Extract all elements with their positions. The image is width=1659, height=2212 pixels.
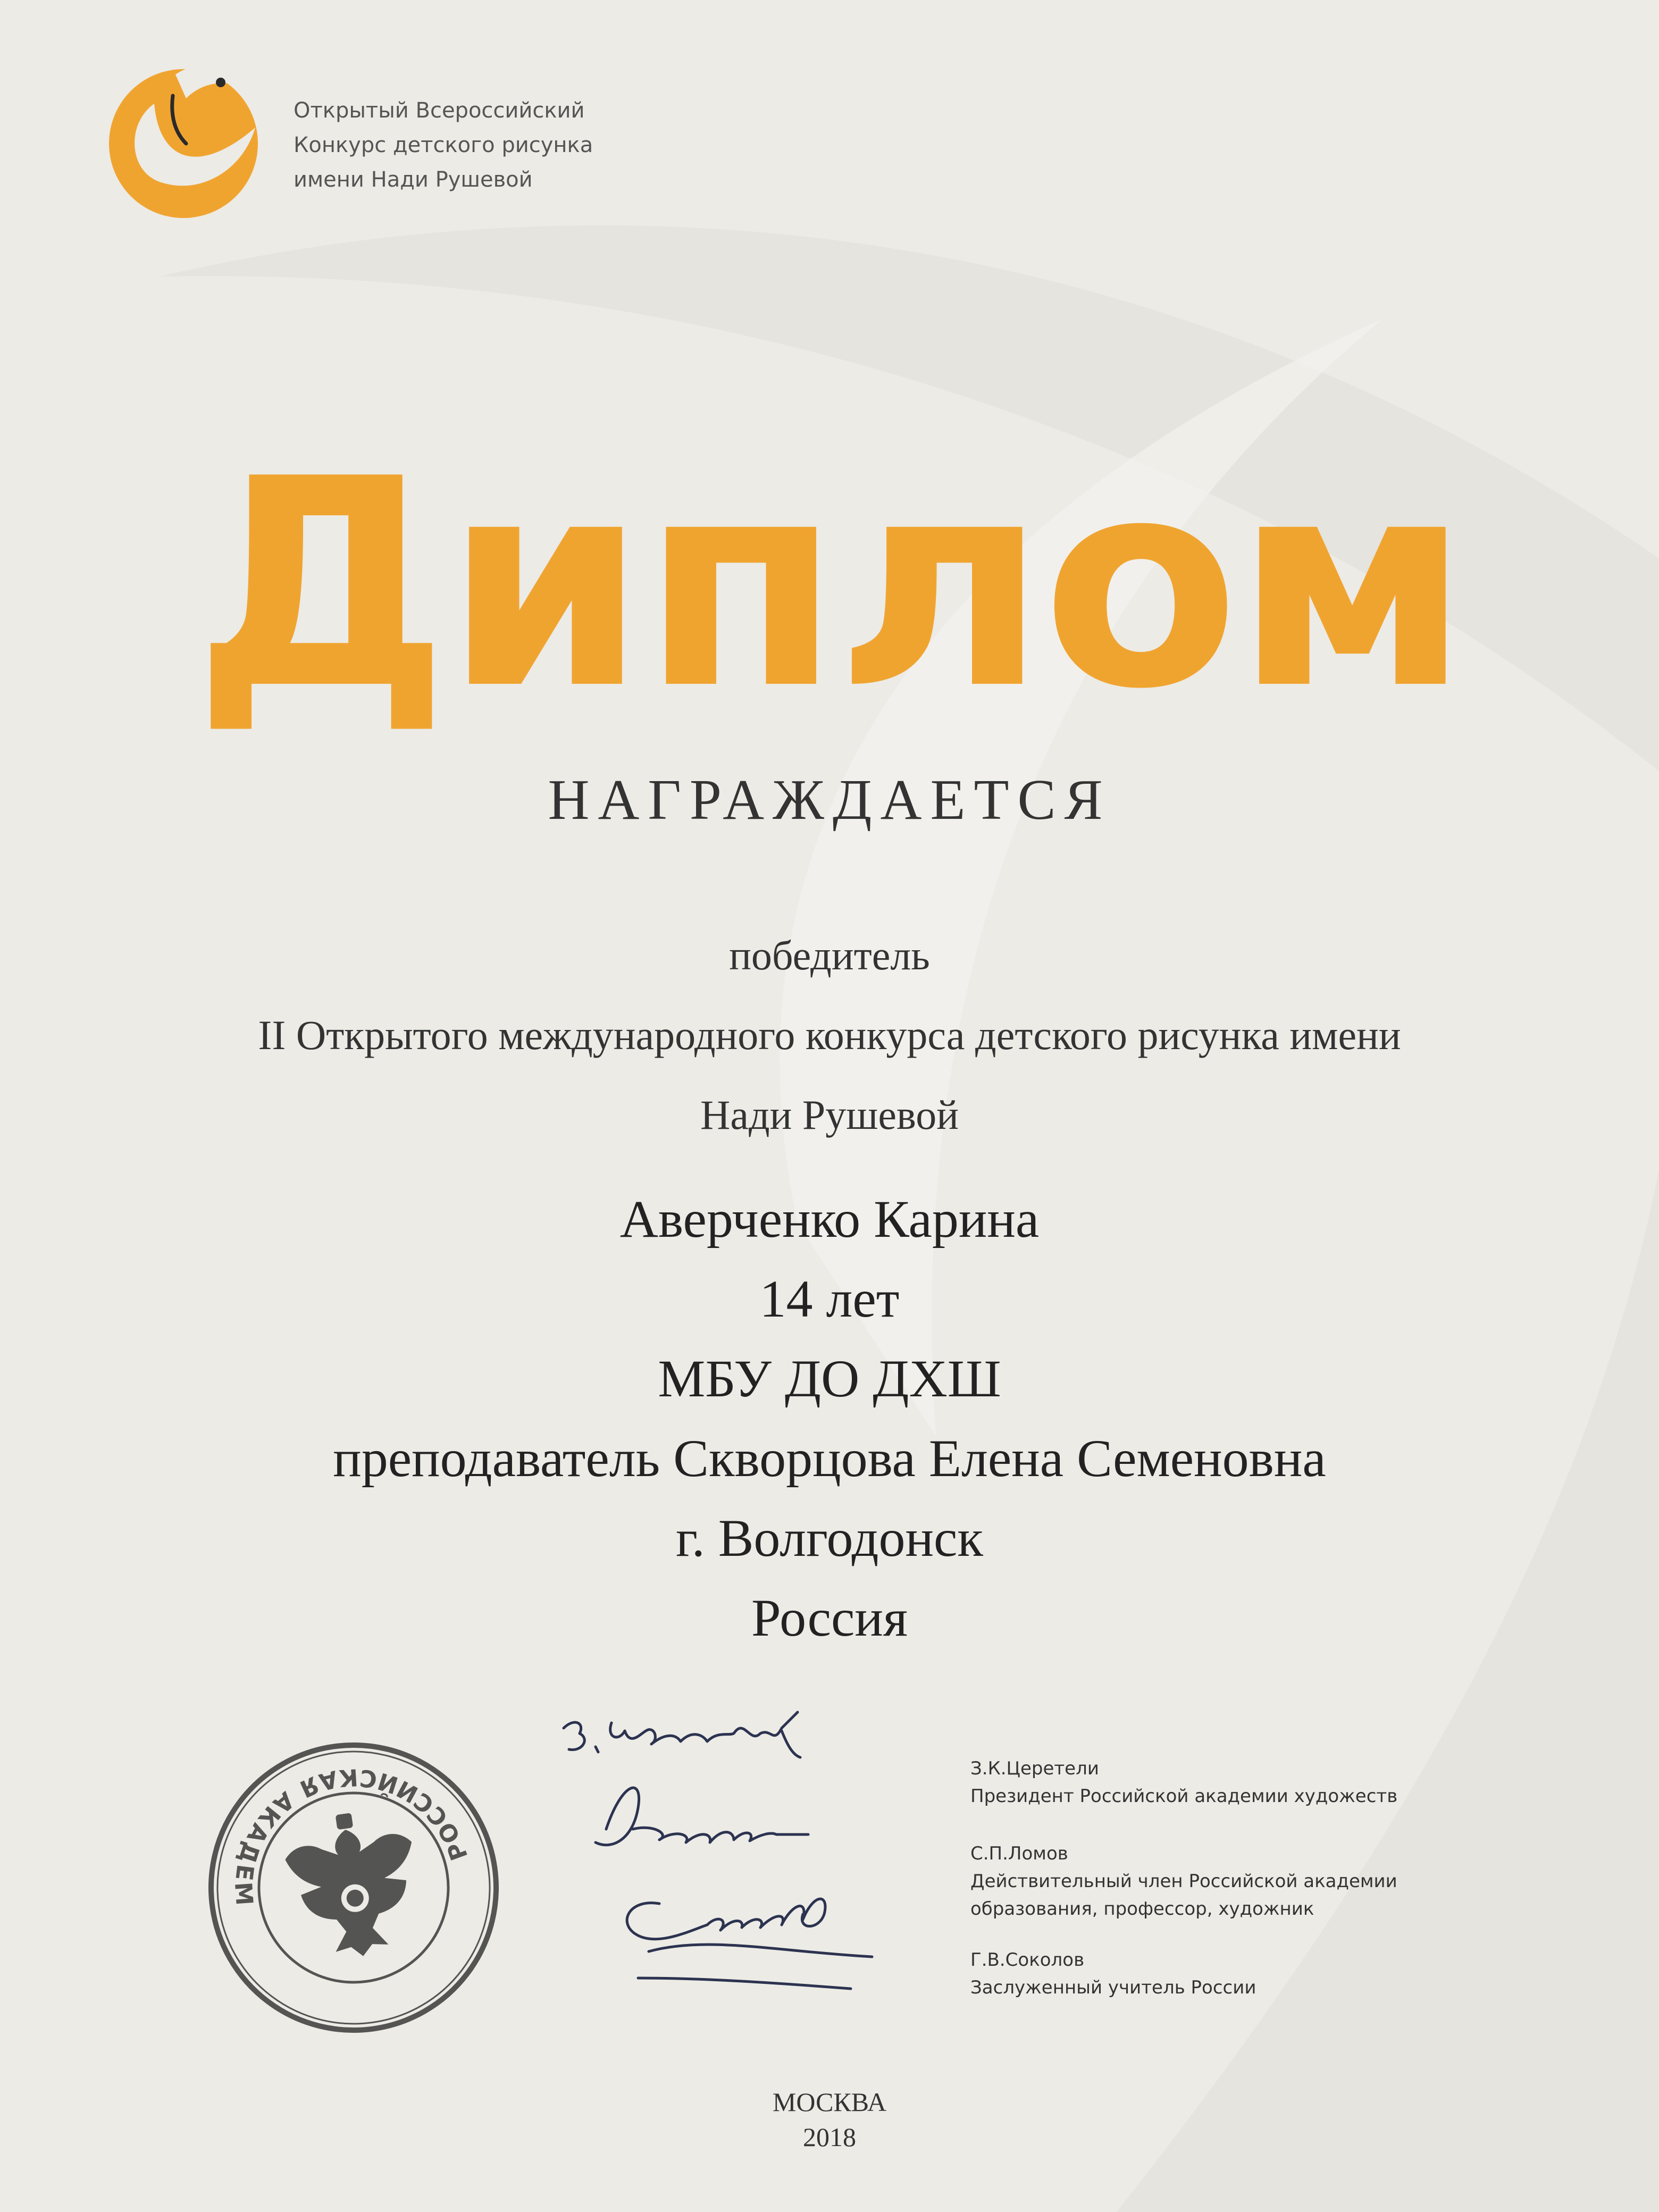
recipient-age: 14 лет — [759, 1269, 900, 1328]
recipient-school: МБУ ДО ДХШ — [658, 1349, 1001, 1408]
signatures — [532, 1702, 957, 2063]
double-headed-eagle-icon — [280, 1805, 426, 1965]
signer-2-name: С.П.Ломов — [970, 1843, 1068, 1864]
signer-2-role: Действительный член Российской академии — [970, 1871, 1397, 1892]
signer-2-role-line2: образования, профессор, художник — [970, 1898, 1314, 1920]
footer-year: 2018 — [803, 2122, 856, 2152]
recipient-block — [0, 1179, 1659, 1658]
recipient-city: г. Волгодонск — [675, 1509, 984, 1568]
footer-place-date — [0, 2084, 1659, 2155]
winner-line-3: Нади Рушевой — [700, 1092, 959, 1138]
signer-1-role: Президент Российской академии художеств — [970, 1786, 1398, 1807]
footer-city: МОСКВА — [772, 2087, 887, 2117]
winner-line-1: победитель — [729, 932, 930, 978]
signer-3-role: Заслуженный учитель России — [970, 1977, 1256, 1998]
academy-seal-stamp — [205, 1739, 502, 2037]
signer-3-name: Г.В.Соколов — [970, 1949, 1085, 1971]
winner-line-2: II Открытого международного конкурса детского рисунка имени — [258, 1012, 1401, 1058]
recipient-teacher: преподаватель Скворцова Елена Семеновна — [333, 1429, 1326, 1488]
winner-description — [0, 916, 1659, 1155]
signer-1 — [970, 1755, 1397, 1810]
signature-tsereteli — [564, 1712, 800, 1757]
recipient-name: Аверченко Карина — [619, 1189, 1040, 1249]
signer-2 — [970, 1840, 1397, 1923]
logo-line-2: Конкурс детского рисунка — [294, 133, 593, 157]
signature-lomov — [596, 1788, 808, 1845]
logo-caption — [294, 94, 593, 197]
logo-line-1: Открытый Всероссийский — [294, 98, 585, 123]
seal-text: РОССИЙСКАЯ АКАДЕМИЯ — [229, 1763, 474, 1910]
awarded-heading: НАГРАЖДАЕТСЯ — [548, 768, 1111, 832]
diploma-title: Диплом — [193, 418, 1466, 752]
logo-line-3: имени Нади Рушевой — [294, 167, 533, 192]
recipient-country: Россия — [751, 1588, 908, 1647]
signer-1-name: З.К.Церетели — [970, 1758, 1099, 1779]
contest-logo-icon — [96, 53, 276, 223]
signer-3 — [970, 1946, 1256, 2001]
signature-sokolov — [627, 1899, 872, 1989]
